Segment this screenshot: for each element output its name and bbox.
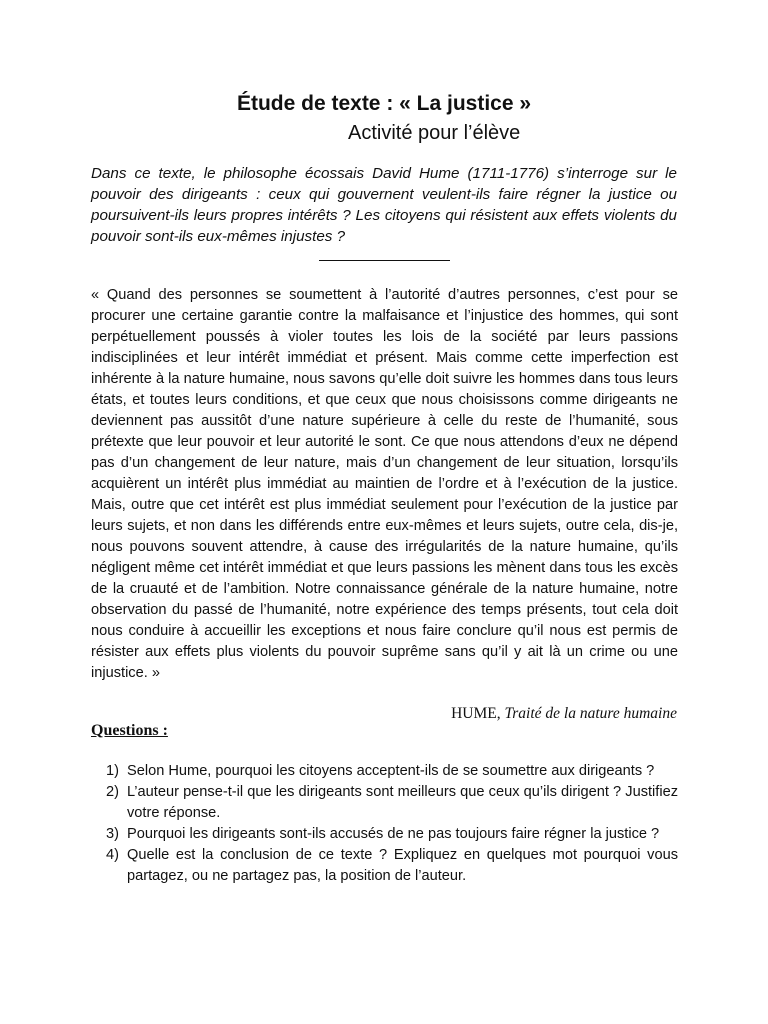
separator-line — [319, 260, 450, 261]
question-item — [91, 761, 678, 782]
intro-paragraph: Dans ce texte, le philosophe écossais David Hume (1711-1776) s’interroge sur le pouvoir des dirigeants : ceux qui gouvernent veulent-ils faire régner la justice ou poursuivent-ils leurs propres intérêts ? Les citoyens qui résistent aux effets violents du pouvoir sont-ils eux-mêmes injustes ? — [91, 165, 677, 245]
attribution-work: Traité de la nature humaine — [504, 705, 677, 722]
question-item — [91, 782, 678, 824]
question-number: 4) — [106, 847, 119, 863]
question-text: Selon Hume, pourquoi les citoyens acceptent-ils de se soumettre aux dirigeants ? — [127, 763, 655, 779]
attribution-author: HUME, — [451, 705, 501, 722]
question-number: 3) — [106, 826, 119, 842]
questions-heading: Questions : — [91, 722, 168, 739]
question-text: Quelle est la conclusion de ce texte ? Expliquez en quelques mot pourquoi vous partagez, ou ne partagez pas, la position de l’auteur. — [127, 847, 678, 884]
quote-paragraph: « Quand des personnes se soumettent à l’autorité d’autres personnes, c’est pour se procurer une certaine garantie contre la malfaisance et l’injustice des hommes, qui sont perpétuellement poussés à violer toutes les lois de la société par leurs passions indisciplinées et leur intérêt immédiat et présent. Mais comme cette imperfection est inhérente à la nature humaine, nous savons qu’elle doit suivre les hommes dans tous leurs états, et toutes leurs conditions, et que ceux que nous choisissons comme dirigeants ne deviennent pas aussitôt d’une nature supérieure à celle du reste de l’humanité, sous prétexte que leur pouvoir et leur autorité le sont. Ce que nous attendons d’eux ne dépend pas d’un changement de leur nature, mais d’un changement de leur situation, lorsqu’ils acquièrent un intérêt plus immédiat au maintien de l’ordre et à l’exécution de la justice. Mais, outre que cet intérêt est plus immédiat seulement pour l’exécution de la justice par leurs sujets, et non dans les différends entre eux-mêmes et leurs sujets, outre cela, dis-je, nous pouvons souvent attendre, à cause des irrégularités de la nature humaine, qu’ils négligent même cet intérêt immédiat et que leurs passions les mènent dans tous les excès de la cruauté et de l’ambition. Notre connaissance générale de la nature humaine, notre observation du passé de l’humanité, notre expérience des temps présents, tout cela doit nous conduire à accueillir les exceptions et nous faire conclure qu’il nous est permis de résister aux effets plus violents du pouvoir suprême sans qu’il y ait là un crime ou une injustice. » — [91, 287, 678, 681]
question-item — [91, 845, 678, 887]
question-number: 2) — [106, 784, 119, 800]
question-text: Pourquoi les dirigeants sont-ils accusés de ne pas toujours faire régner la justice ? — [127, 826, 660, 842]
attribution — [451, 704, 677, 724]
question-item — [91, 824, 678, 845]
question-number: 1) — [106, 763, 119, 779]
question-text: L’auteur pense-t-il que les dirigeants sont meilleurs que ceux qu’ils dirigent ? Justifiez votre réponse. — [127, 784, 678, 821]
questions-list — [91, 761, 678, 887]
page-subtitle: Activité pour l’élève — [348, 122, 521, 144]
page-title: Étude de texte : « La justice » — [236, 92, 532, 115]
